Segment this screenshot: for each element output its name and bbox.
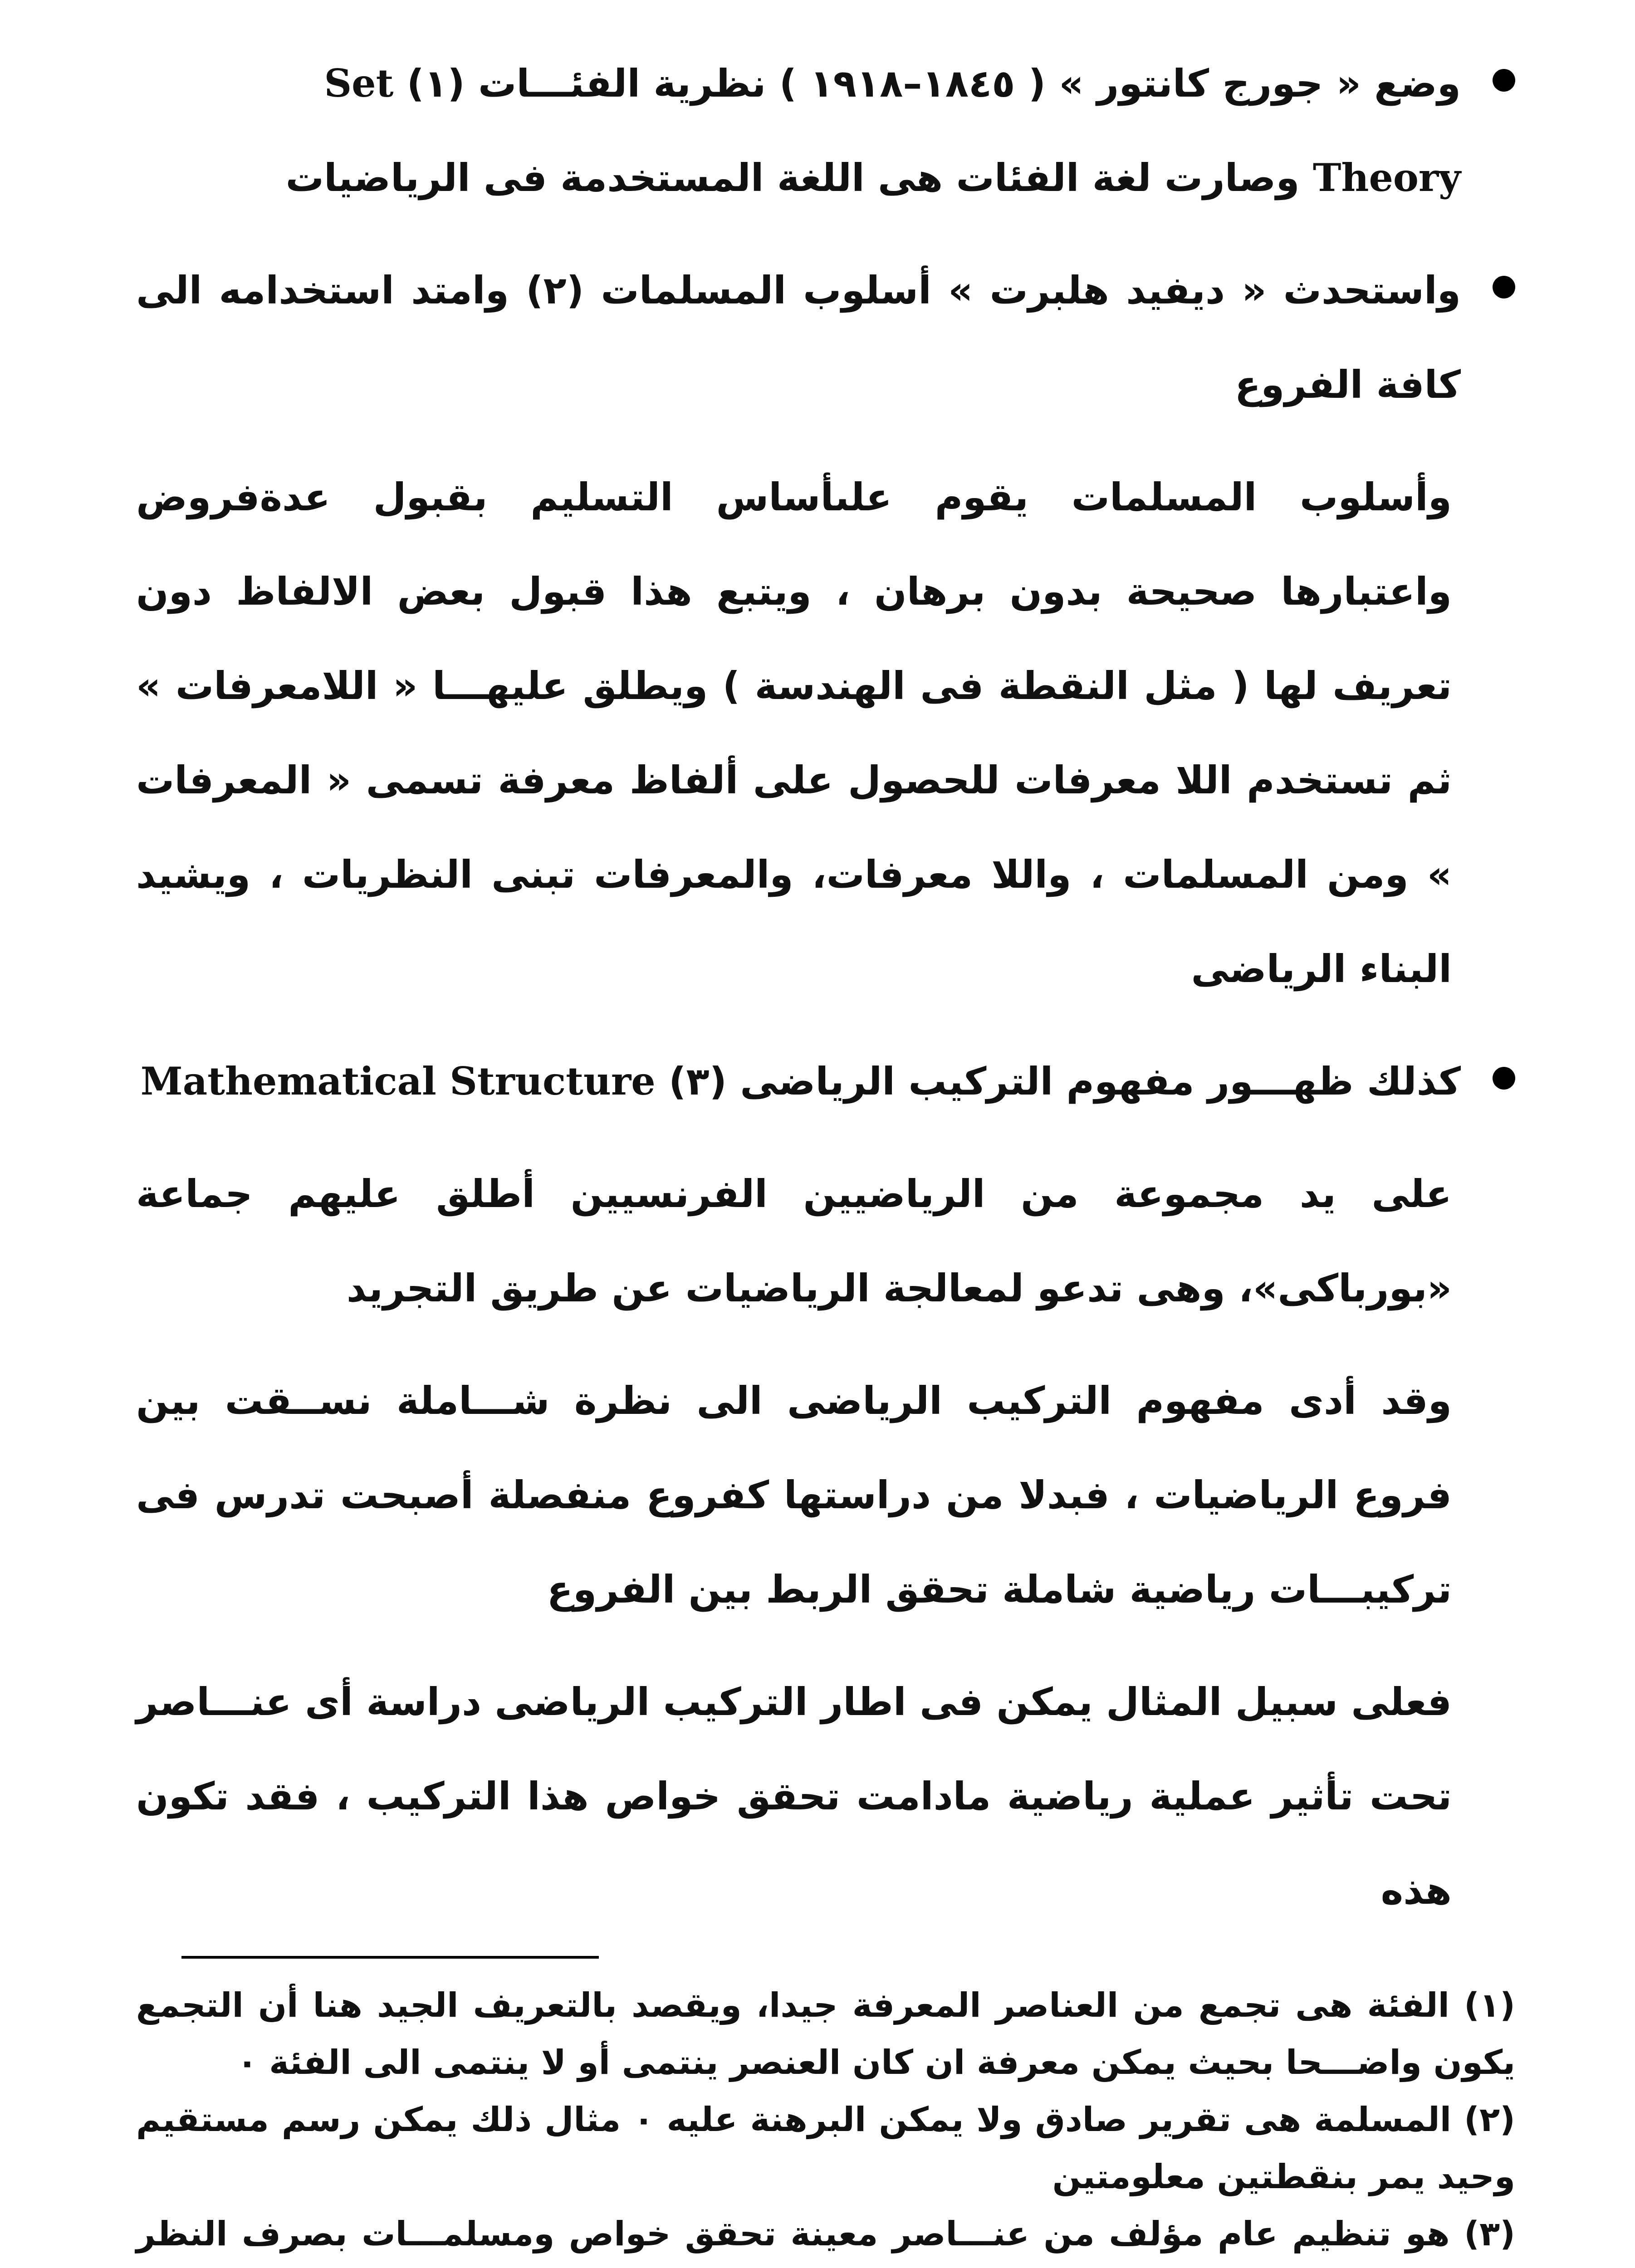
math-structure-arabic: كذلك ظهـــور مفهوم التركيب الرياضى (٣) <box>655 1059 1461 1104</box>
footnote-3: (٣) هو تنظيم عام مؤلف من عنـــاصر معينة تحقق خواص ومسلمـــات بصرف النظر <box>136 2214 1515 2253</box>
footnote-2: (٢) المسلمة هى تقرير صادق ولا يمكن البرهنة عليه ٠ مثال ذلك يمكن رسم مستقيم وحيد يمر بنقطتين معلومتين <box>136 2100 1515 2196</box>
bullet-dot-icon <box>1493 69 1515 92</box>
footnote-divider <box>181 1956 599 1959</box>
bullet-axioms <box>136 243 1515 432</box>
paragraph-axioms: وأسلوب المسلمات يقوم علىأساس التسليم بقبول عدةفروض واعتبارها صحيحة بدون برهان ، ويتبع هذا قبول بعض الالفاظ دون تعريف لها ( مثل النقطة فى الهندسة ) ويطلق عليهـــا « اللامعرفات » ثم تستخدم اللا معرفات للحصول على ألفاظ معرفة تسمى « المعرفات » ومن المسلمات ، واللا معرفات، والمعرفات تبنى النظريات ، ويشيد البناء الرياضى <box>136 475 1452 991</box>
paragraph-example: فعلى سبيل المثال يمكن فى اطار التركيب الرياضى دراسة أى عنـــاصر تحت تأثير عملية رياضية مادامت تحقق خواص هذا التركيب ، فقد تكون هذه <box>136 1680 1452 1913</box>
document-page <box>136 36 1515 2268</box>
paragraph-bourbaki: على يد مجموعة من الرياضيين الفرنسيين أطلق عليهم جماعة «بورباكى»، وهى تدعو لمعالجة الرياضيات عن طريق التجريد <box>136 1172 1452 1310</box>
bullet-dot-icon <box>1493 276 1515 298</box>
math-structure-latin: Mathematical Structure <box>140 1059 656 1104</box>
theory-word: Theory <box>1312 155 1461 200</box>
paragraph-comprehensive: وقد أدى مفهوم التركيب الرياضى الى نظرة شـــاملة نســقت بين فروع الرياضيات ، فبدلا من دراستها كفروع منفصلة أصبحت تدرس فى تركيبـــات رياضية شاملة تحقق الربط بين الفروع <box>136 1378 1452 1612</box>
set-theory-arabic: وضع « جورج كانتور » ( ١٨٤٥–١٩١٨ ) نظرية الفئـــات (١) <box>393 61 1461 106</box>
bullet-axioms-text: واستحدث « ديفيد هلبرت » أسلوب المسلمات (٢) وامتد استخدامه الى كافة الفروع <box>136 268 1461 407</box>
bullet-set-theory-text <box>136 36 1461 225</box>
bullet-math-structure <box>136 1034 1515 1129</box>
bullet-math-structure-text <box>136 1034 1461 1129</box>
bullet-set-theory <box>136 36 1515 225</box>
set-theory-arabic-cont: وصارت لغة الفئات هى اللغة المستخدمة فى الرياضيات <box>285 156 1313 200</box>
bullet-dot-icon <box>1493 1067 1515 1090</box>
footnote-1: (١) الفئة هى تجمع من العناصر المعرفة جيدا، ويقصد بالتعريف الجيد هنا أن التجمع يكون واضـــحا بحيث يمكن معرفة ان كان العنصر ينتمى أو لا ينتمى الى الفئة ٠ <box>136 1986 1515 2082</box>
set-word: Set <box>324 61 394 106</box>
